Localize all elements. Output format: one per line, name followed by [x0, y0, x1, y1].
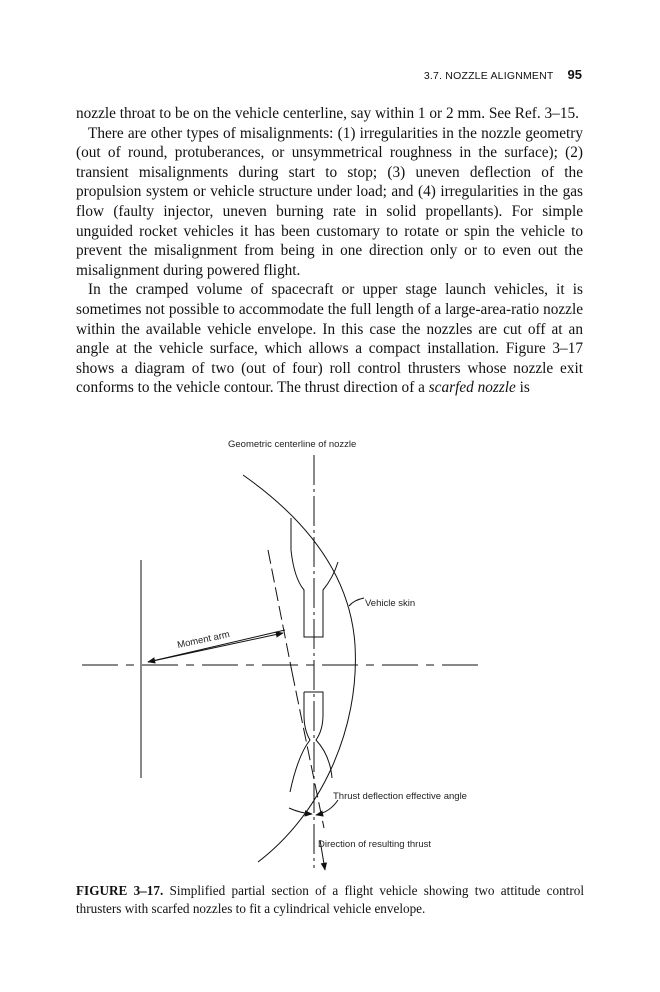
paragraph-3-text: In the cramped volume of spacecraft or upper stage launch vehicles, it is sometimes not possible to accommodate the full length of a large-area-ratio nozzle within the available vehicle envelope. In this case the nozzles are cut off at an angle at the vehicle surface, which allows a compact installation. Figure 3–17 shows a diagram of two (out of four) roll control thrusters whose nozzle exit conforms to the vehicle contour. The thrust direction of a — [76, 281, 583, 397]
figure-caption — [76, 882, 584, 918]
vehicle-skin-arc — [243, 475, 355, 862]
caption-text: Simplified partial section of a flight vehicle showing two attitude control thrusters with scarfed nozzles to fit a cylindrical vehicle envelope. — [76, 883, 584, 916]
paragraph-3 — [76, 280, 583, 398]
lower-thrust-line — [292, 672, 324, 828]
label-vehicle-skin: Vehicle skin — [365, 598, 416, 609]
scarfed-nozzle-term: scarfed nozzle — [428, 379, 516, 397]
running-header — [424, 66, 582, 84]
paragraph-2: There are other types of misalignments: (1) irregularities in the nozzle geometry (out of round, protuberances, or unsymmetrical roughness in the surface); (2) transient misalignments during start to stop; (3) uneven deflection of the propulsion system or vehicle structure under load; and (4) irregularities in the gas flow (faulty injector, uneven burning rate in solid propellants). For simple unguided rocket vehicles it has been customary to rotate or spin the vehicle to prevent the misalignment from being in one direction only or to even out the misalignment during powered flight. — [76, 124, 583, 279]
paragraph-1: nozzle throat to be on the vehicle centerline, say within 1 or 2 mm. See Ref. 3–15. — [76, 105, 579, 122]
body-text — [76, 104, 583, 398]
page-number: 95 — [567, 67, 582, 82]
upper-thrust-line — [268, 550, 292, 672]
section-title: 3.7. NOZZLE ALIGNMENT — [423, 70, 554, 82]
label-resulting-thrust: Direction of resulting thrust — [318, 839, 431, 850]
lower-nozzle — [290, 692, 332, 792]
caption-label: FIGURE 3–17. — [76, 883, 164, 898]
figure-3-17 — [0, 430, 660, 880]
vehicle-skin-leader — [349, 598, 364, 606]
scarfed-nozzle-diagram — [0, 430, 660, 880]
paragraph-3-end: is — [519, 379, 530, 397]
label-moment-arm: Moment arm — [176, 629, 231, 651]
label-thrust-deflection: Thrust deflection effective angle — [333, 791, 467, 802]
label-geometric-centerline: Geometric centerline of nozzle — [228, 439, 357, 450]
